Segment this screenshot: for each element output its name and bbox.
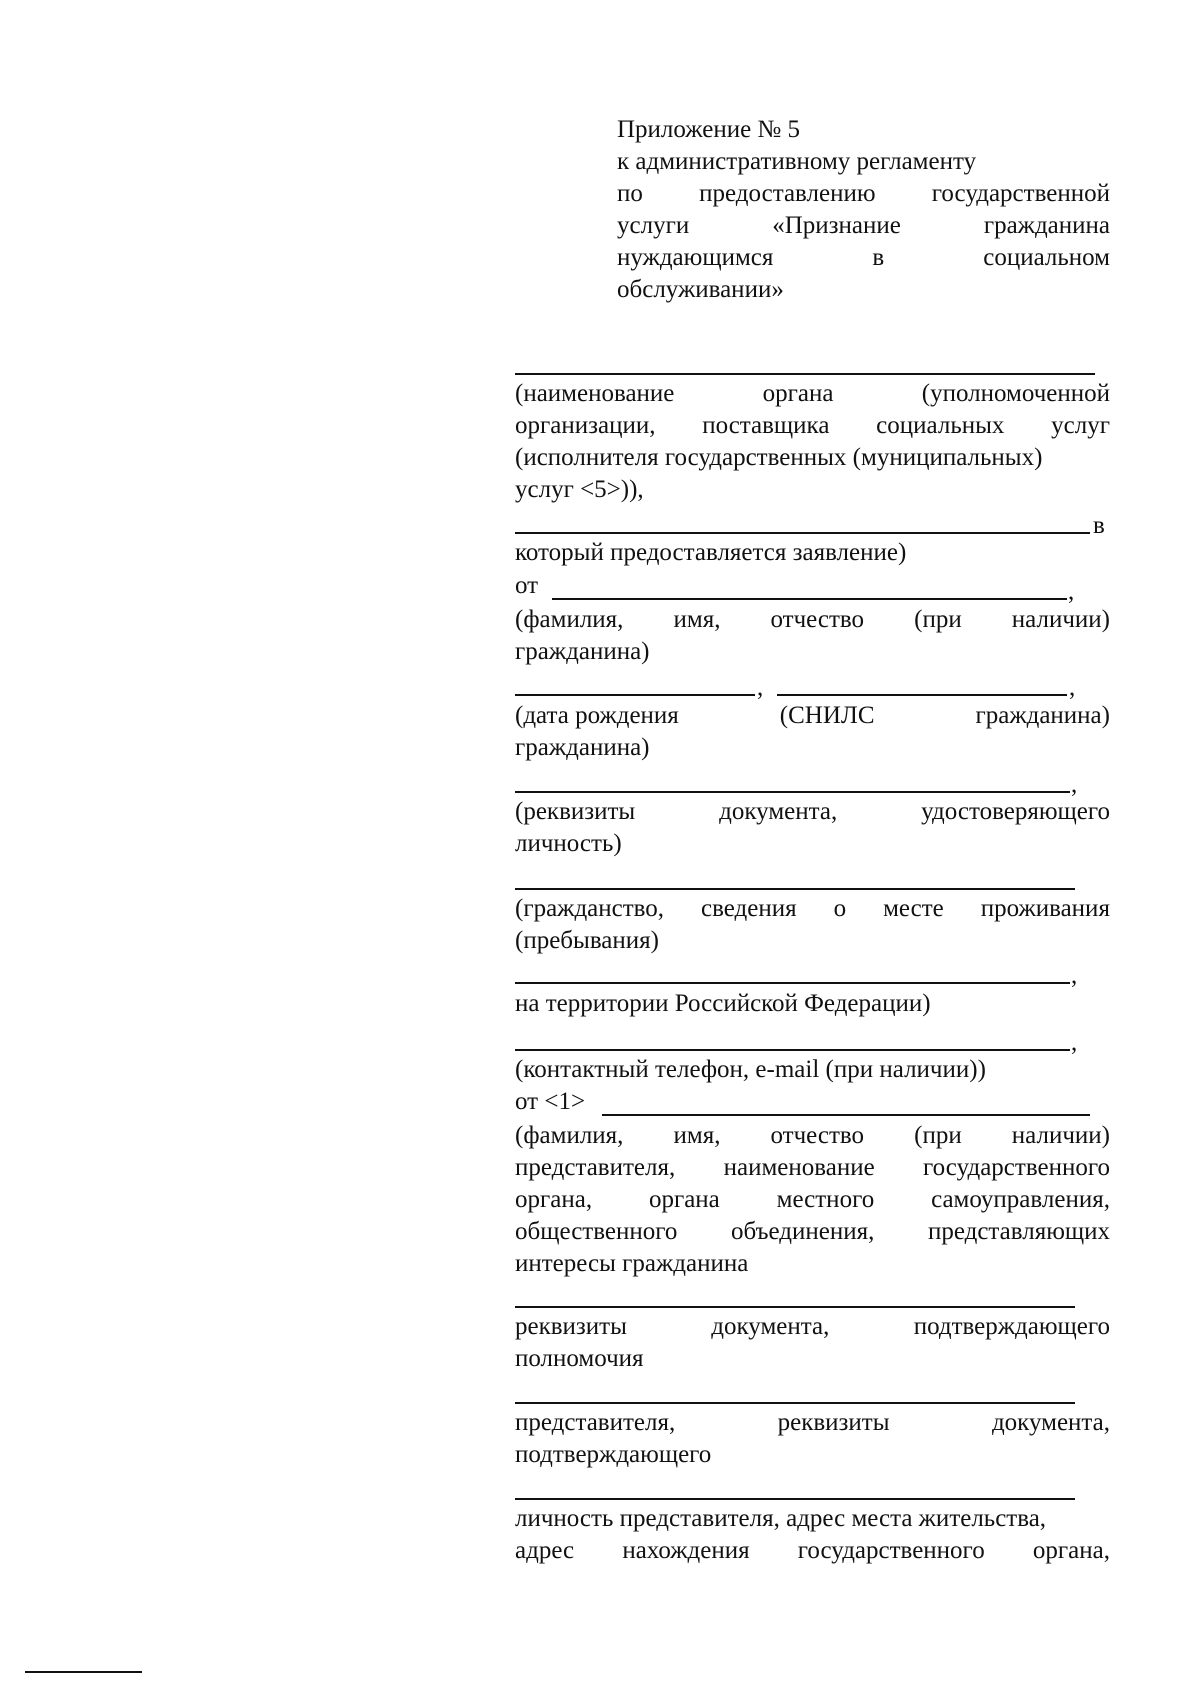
from-label: от: [515, 572, 539, 599]
id-doc-comma: ,: [1071, 771, 1078, 798]
rep-fio-caption: (фамилия, имя, отчество (при наличии) представителя, наименование государственного органа, органа местного самоуправления, общественного объединения, представляющих интересы гражданина: [515, 1122, 1110, 1277]
appendix-line-6: обслуживании»: [617, 276, 784, 303]
from-rep-label: от <1>: [515, 1088, 586, 1115]
organ-caption-end: который предоставляется заявление): [515, 539, 907, 566]
id-doc-caption: (реквизиты документа, удостоверяющего личность): [515, 798, 1110, 857]
rep-doc-caption: представителя, реквизиты документа, подтверждающего: [515, 1409, 1110, 1468]
fio-blank-line[interactable]: [552, 598, 1067, 600]
citizenship-caption: (гражданство, сведения о месте проживания (пребывания): [515, 895, 1110, 954]
organ-suffix-v: в: [1093, 512, 1105, 539]
appendix-subtitle: к административному регламенту: [617, 148, 977, 175]
territory-blank-line[interactable]: [515, 982, 1070, 984]
birth-date-comma: ,: [757, 674, 764, 701]
fio-caption: (фамилия, имя, отчество (при наличии) гражданина): [515, 606, 1110, 665]
citizenship-blank-line[interactable]: [515, 888, 1075, 890]
organ-blank-line[interactable]: [515, 373, 1095, 375]
appendix-line-4: услуги «Признание гражданина: [617, 212, 1110, 239]
organ-blank-line-2[interactable]: [515, 532, 1090, 534]
territory-caption: на территории Российской Федерации): [515, 990, 931, 1017]
territory-comma: ,: [1071, 962, 1078, 989]
footnote-separator: [25, 1671, 142, 1673]
rep-address-blank-line[interactable]: [515, 1498, 1075, 1500]
appendix-header: [617, 114, 1110, 306]
rep-address-caption: личность представителя, адрес места жительства, адрес нахождения государственного органа,: [515, 1505, 1110, 1564]
rep-doc-blank-line[interactable]: [515, 1402, 1075, 1404]
snils-comma: ,: [1069, 674, 1076, 701]
organ-caption: (наименование органа (уполномоченной организации, поставщика социальных услуг (исполнителя государственных (муниципальных) услуг <5>)),: [515, 380, 1110, 503]
contact-caption: (контактный телефон, e-mail (при наличии)): [515, 1056, 986, 1083]
appendix-line-5: нуждающимся в социальном: [617, 244, 1110, 271]
id-doc-blank-line[interactable]: [515, 791, 1070, 793]
appendix-line-3: по предоставлению государственной: [617, 180, 1110, 207]
birth-date-blank-line[interactable]: [515, 694, 755, 696]
birth-snils-caption: (дата рождения (СНИЛС гражданина) гражданина): [515, 702, 1110, 761]
authority-caption: реквизиты документа, подтверждающего полномочия: [515, 1313, 1110, 1372]
fio-comma: ,: [1068, 578, 1075, 605]
snils-blank-line[interactable]: [777, 694, 1067, 696]
rep-fio-blank-line[interactable]: [602, 1114, 1090, 1116]
authority-blank-line[interactable]: [515, 1306, 1075, 1308]
appendix-title: Приложение № 5: [617, 116, 801, 143]
contact-blank-line[interactable]: [515, 1049, 1070, 1051]
contact-comma: ,: [1071, 1029, 1078, 1056]
